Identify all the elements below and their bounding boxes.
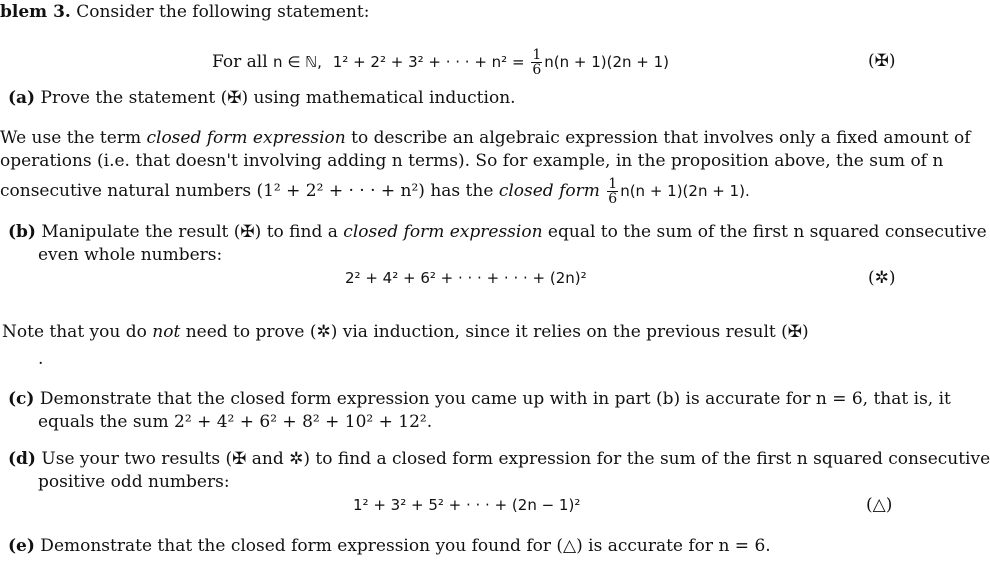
part-d-line-1 [8,448,990,470]
part-e-text: Demonstrate that the closed form expression you found for (△) is accurate for n = 6. [34,536,771,556]
closed-form-expression: n(n + 1)(2n + 1). [620,182,750,200]
note-emphasis: not [152,322,181,342]
statement-tag: (✠) [868,51,896,71]
part-b-formula: 2² + 4² + 6² + · · · + · · · + (2n)² [345,269,587,287]
closed-form-example: consecutive natural numbers (1² + 2² + · · · + n²) has the [0,181,499,201]
part-d-formula: 1² + 3² + 5² + · · · + (2n − 1)² [353,496,581,514]
part-c-line-2: equals the sum 2² + 4² + 6² + 8² + 10² + 12². [38,412,433,432]
part-c-label: (c) [8,389,35,409]
part-c-text: Demonstrate that the closed form expression you came up with in part (b) is accurate for n = 6, that is, it [34,389,951,409]
part-b-line-2: even whole numbers: [38,245,223,265]
part-b-term: closed form expression [343,222,543,242]
statement-fraction [531,48,542,77]
part-b-label: (b) [8,222,36,242]
part-d-label: (d) [8,449,36,469]
note-text: Note that you do [2,322,153,342]
closed-form-line-3 [0,177,750,206]
part-b-line-1 [8,221,987,243]
part-e-label: (e) [8,536,35,556]
fraction-denominator: 6 [608,191,618,207]
closed-form-term: closed form expression [146,128,346,148]
problem-label: blem 3. [0,2,71,22]
closed-form-line-1 [0,127,971,149]
part-a [8,87,516,109]
fraction-numerator: 1 [608,176,618,192]
fraction-denominator: 6 [532,62,542,78]
part-e [8,535,771,557]
part-b-text-cont: equal to the sum of the first n squared consecutive [542,222,987,242]
closed-form-fraction [607,177,618,206]
statement-set: n ∈ ℕ, [273,53,322,71]
note-text-cont: need to prove (✲) via induction, since it relies on the previous result (✠) [180,322,809,342]
part-c-line-1 [8,388,951,410]
problem-intro: Consider the following statement: [70,2,370,22]
part-b-tag: (✲) [868,268,896,288]
closed-form-term-2: closed form [498,181,600,201]
statement-formula [212,48,669,77]
part-a-label: (a) [8,88,36,108]
part-d-text: Use your two results (✠ and ✲) to find a closed form expression for the sum of the first n squared consecutive [35,449,990,469]
part-d-line-2: positive odd numbers: [38,472,230,492]
note-line [2,321,809,343]
closed-form-text: We use the term [0,128,147,148]
closed-form-line-2: operations (i.e. that doesn't involving adding n terms). So for example, in the proposition above, the sum of n [0,151,944,171]
part-b-text: Manipulate the result (✠) to find a [35,222,344,242]
statement-lhs: 1² + 2² + 3² + · · · + n² = [332,53,530,71]
part-a-text: Prove the statement (✠) using mathematical induction. [35,88,516,108]
problem-heading [0,1,369,23]
fraction-numerator: 1 [532,47,542,63]
part-d-tag: (△) [866,495,893,515]
note-dot: . [38,349,44,369]
statement-rhs: n(n + 1)(2n + 1) [544,53,670,71]
closed-form-text-cont: to describe an algebraic expression that involves only a fixed amount of [345,128,971,148]
statement-prefix: For all [212,52,274,72]
